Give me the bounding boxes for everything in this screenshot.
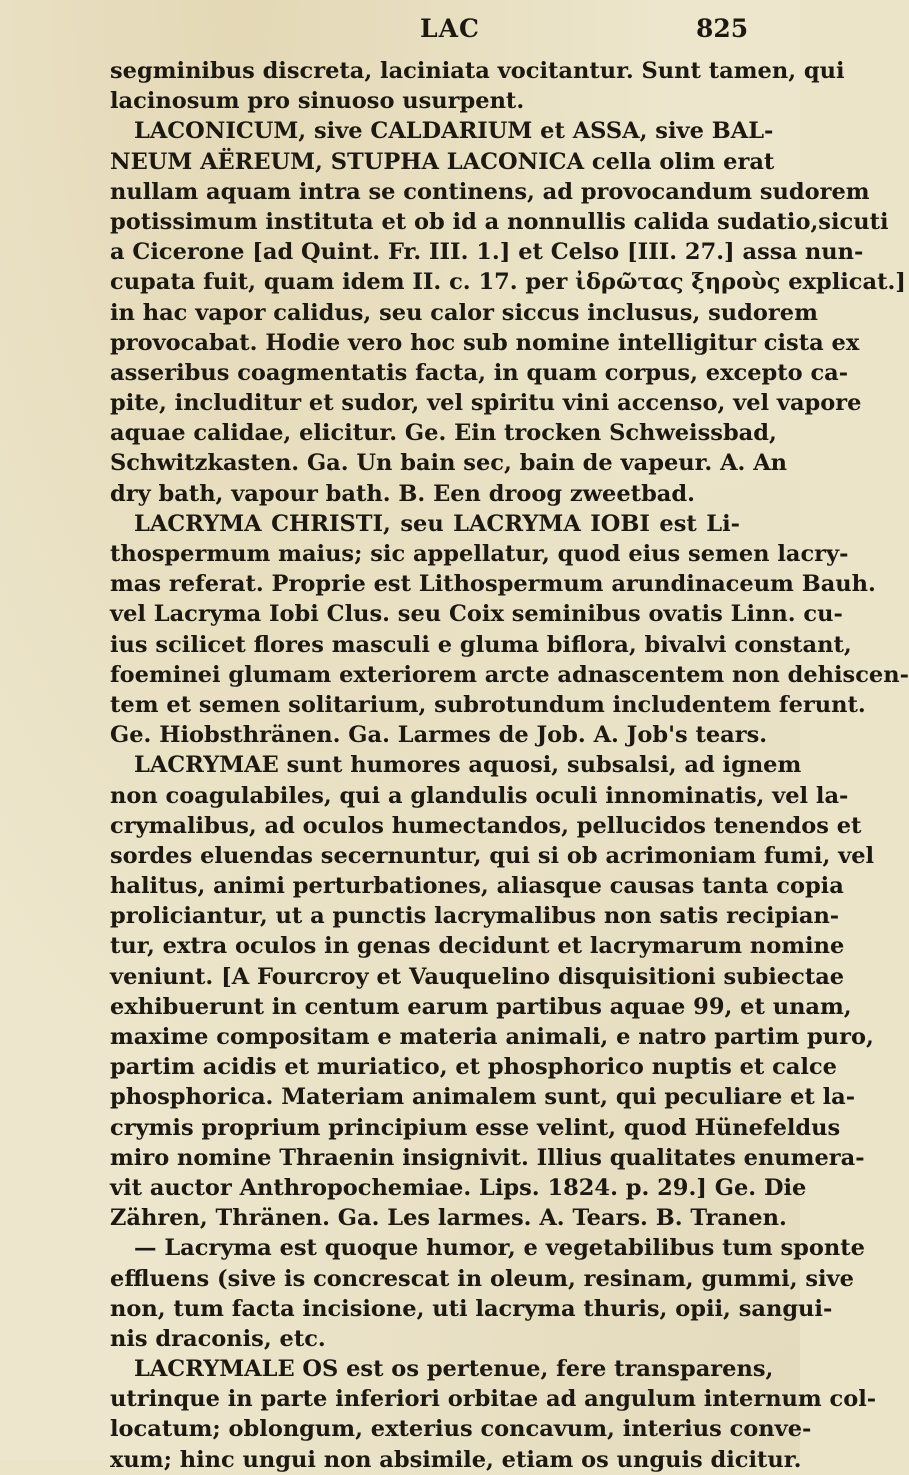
entry-heading-lacryma-christi: LACRYMA CHRISTI, seu LACRYMA IOBI est Li- [134,510,740,537]
text-line: crymis proprium principium esse velint, quod Hünefeldus [110,1114,841,1141]
text-line: potissimum instituta et ob id a nonnullis calida sudatio,sicuti [110,208,889,235]
text-line: xum; hinc ungui non absimile, etiam os unguis dicitur. [110,1446,802,1473]
text-line: exhibuerunt in centum earum partibus aquae 99, et unam, [110,993,852,1020]
entry-heading-lacrymale-os: LACRYMALE OS est os pertenue, fere transparens, [134,1356,774,1383]
text-line: Zähren, Thränen. Ga. Les larmes. A. Tears. B. Tranen. [110,1205,787,1232]
text-line: foeminei glumam exteriorem arcte adnascentem non dehiscen- [110,661,909,688]
text-line: ius scilicet flores masculi e gluma biflora, bivalvi constant, [110,631,852,658]
text-line: crymalibus, ad oculos humectandos, pellucidos tenendos et [110,812,862,839]
text-line: mas referat. Proprie est Lithospermum arundinaceum Bauh. [110,571,876,598]
text-line: effluens (sive is concrescat in oleum, resinam, gummi, sive [110,1265,854,1292]
text-line: segminibus discreta, laciniata vocitantur. Sunt tamen, qui [110,58,845,84]
text-line: tem et semen solitarium, subrotundum includentem ferunt. [110,691,866,718]
text-line: proliciantur, ut a punctis lacrymalibus non satis recipian- [110,903,840,930]
text-line: non coagulabiles, qui a glandulis oculi innominatis, vel la- [110,782,849,809]
text-line: a Cicerone [ad Quint. Fr. III. 1.] et Celso [III. 27.] assa nun- [110,239,864,266]
text-line: aquae calidae, elicitur. Ge. Ein trocken Schweissbad, [110,420,777,447]
text-line: phosphorica. Materiam animalem sunt, qui peculiare et la- [110,1084,856,1111]
entry-heading-laconicum: LACONICUM, sive CALDARIUM et ASSA, sive BAL- [134,118,774,145]
page-header [0,14,800,50]
text-line: utrinque in parte inferiori orbitae ad angulum internum col- [110,1386,877,1413]
text-line: Schwitzkasten. Ga. Un bain sec, bain de vapeur. A. An [110,450,788,477]
text-line: miro nomine Thraenin insignivit. Illius qualitates enumera- [110,1144,865,1171]
running-head: LAC [420,14,480,43]
text-line: nullam aquam intra se continens, ad provocandum sudorem [110,178,870,205]
text-line: vel Lacryma Iobi Clus. seu Coix seminibus ovatis Linn. cu- [110,601,843,628]
text-line: halitus, animi perturbationes, aliasque causas tanta copia [110,873,844,900]
dictionary-text [110,56,909,1475]
text-line: NEUM AËREUM, STUPHA LACONICA cella olim erat [110,148,775,175]
text-line: Ge. Hiobsthränen. Ga. Larmes de Job. A. Job's tears. [110,722,768,749]
text-line: asseribus coagmentatis facta, in quam corpus, excepto ca- [110,359,849,386]
text-line: provocabat. Hodie vero hoc sub nomine intelligitur cista ex [110,329,860,356]
text-line: vit auctor Anthropochemiae. Lips. 1824. p. 29.] Ge. Die [110,1174,807,1201]
text-line: in hac vapor calidus, seu calor siccus inclusus, sudorem [110,299,818,326]
text-line: non, tum facta incisione, uti lacryma thuris, opii, sangui- [110,1295,833,1322]
text-line: dry bath, vapour bath. B. Een droog zweetbad. [110,480,695,507]
text-line: lacinosum pro sinuoso usurpent. [110,88,525,115]
text-line: — Lacryma est quoque humor, e vegetabilibus tum sponte [134,1235,865,1262]
page-number: 825 [696,14,749,43]
text-line: sordes eluendas secernuntur, qui si ob acrimoniam fumi, vel [110,842,875,869]
entry-heading-lacrymae: LACRYMAE sunt humores aquosi, subsalsi, ad ignem [134,752,802,779]
text-line: nis draconis, etc. [110,1325,326,1352]
text-line: cupata fuit, quam idem II. c. 17. per ἰδρῶτας ξηροὺς explicat.] [110,269,906,296]
text-line: pite, includitur et sudor, vel spiritu vini accenso, vel vapore [110,390,862,417]
text-line: thospermum maius; sic appellatur, quod eius semen lacry- [110,541,849,567]
text-line: partim acidis et muriatico, et phosphorico nuptis et calce [110,1054,837,1081]
text-line: tur, extra oculos in genas decidunt et lacrymarum nomine [110,933,845,960]
text-line: veniunt. [A Fourcroy et Vauquelino disquisitioni subiectae [110,963,845,990]
text-line: maxime compositam e materia animali, e natro partim puro, [110,1024,874,1050]
text-line: locatum; oblongum, exterius concavum, interius conve- [110,1416,812,1443]
